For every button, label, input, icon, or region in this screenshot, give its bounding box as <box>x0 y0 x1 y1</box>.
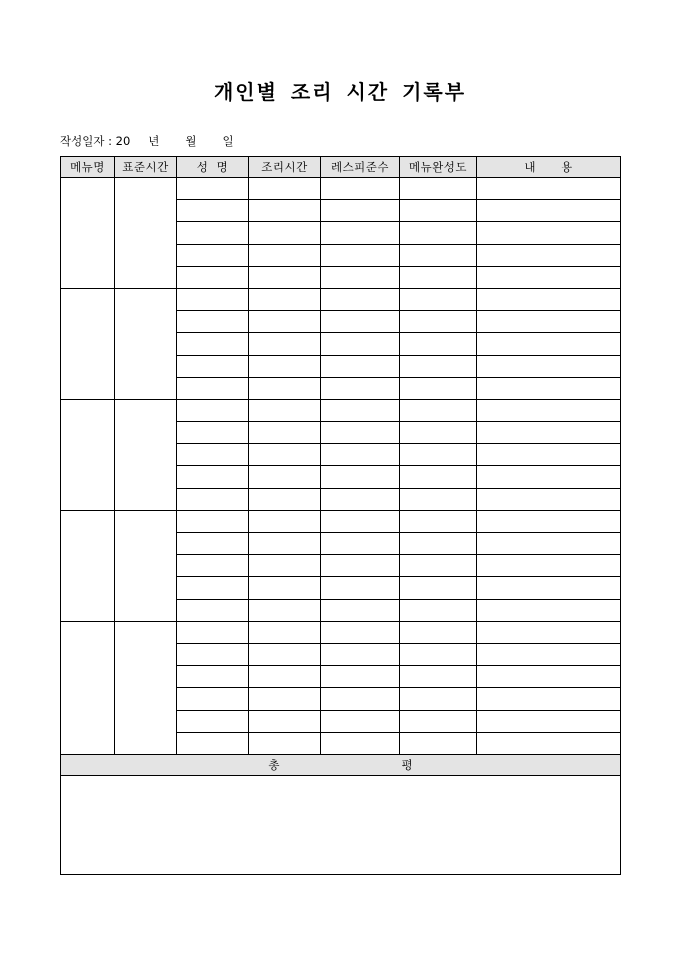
date-line <box>60 133 234 149</box>
recipe-compliance-cell[interactable] <box>321 311 400 333</box>
cooking-time-cell[interactable] <box>249 399 321 421</box>
cooking-time-cell[interactable] <box>249 333 321 355</box>
cooking-time-cell[interactable] <box>249 311 321 333</box>
header-row <box>61 157 621 178</box>
cooking-time-cell[interactable] <box>249 621 321 643</box>
menu-completion-cell[interactable] <box>400 466 477 488</box>
menu-completion-cell[interactable] <box>400 355 477 377</box>
name-cell[interactable] <box>177 688 249 710</box>
name-cell[interactable] <box>177 510 249 532</box>
recipe-compliance-cell[interactable] <box>321 510 400 532</box>
recipe-compliance-cell[interactable] <box>321 200 400 222</box>
header-cooking-time: 조리시간 <box>249 157 321 178</box>
name-cell[interactable] <box>177 643 249 665</box>
content-cell[interactable] <box>477 621 621 643</box>
name-cell[interactable] <box>177 577 249 599</box>
content-cell[interactable] <box>477 422 621 444</box>
recipe-compliance-cell[interactable] <box>321 444 400 466</box>
standard-time-cell[interactable] <box>115 510 177 621</box>
recipe-compliance-cell[interactable] <box>321 555 400 577</box>
name-cell[interactable] <box>177 666 249 688</box>
standard-time-cell[interactable] <box>115 288 177 399</box>
header-standard-time: 표준시간 <box>115 157 177 178</box>
cooking-time-cell[interactable] <box>249 599 321 621</box>
recipe-compliance-cell[interactable] <box>321 466 400 488</box>
summary-header <box>61 754 621 775</box>
cooking-time-cell[interactable] <box>249 577 321 599</box>
cooking-time-cell[interactable] <box>249 422 321 444</box>
table-row <box>61 621 621 643</box>
cooking-time-cell[interactable] <box>249 488 321 510</box>
recipe-compliance-cell[interactable] <box>321 399 400 421</box>
table-row <box>61 399 621 421</box>
recipe-compliance-cell[interactable] <box>321 732 400 754</box>
recipe-compliance-cell[interactable] <box>321 244 400 266</box>
recipe-compliance-cell[interactable] <box>321 710 400 732</box>
recipe-compliance-cell[interactable] <box>321 333 400 355</box>
cooking-time-cell[interactable] <box>249 244 321 266</box>
recipe-compliance-cell[interactable] <box>321 355 400 377</box>
month-unit: 월 <box>185 134 197 148</box>
menu-completion-cell[interactable] <box>400 533 477 555</box>
name-cell[interactable] <box>177 399 249 421</box>
menu-completion-cell[interactable] <box>400 555 477 577</box>
content-cell[interactable] <box>477 222 621 244</box>
recipe-compliance-cell[interactable] <box>321 488 400 510</box>
header-recipe-compliance: 레스피준수 <box>321 157 400 178</box>
summary-label-left: 총 <box>268 757 280 772</box>
menu-completion-cell[interactable] <box>400 710 477 732</box>
name-cell[interactable] <box>177 311 249 333</box>
content-cell[interactable] <box>477 732 621 754</box>
content-cell[interactable] <box>477 355 621 377</box>
menu-completion-cell[interactable] <box>400 599 477 621</box>
cooking-time-cell[interactable] <box>249 555 321 577</box>
name-cell[interactable] <box>177 533 249 555</box>
name-cell[interactable] <box>177 466 249 488</box>
header-content: 내 용 <box>477 157 621 178</box>
menu-name-cell[interactable] <box>61 399 115 510</box>
content-cell[interactable] <box>477 555 621 577</box>
document-title: 개인별 조리 시간 기록부 <box>213 80 467 104</box>
recipe-compliance-cell[interactable] <box>321 577 400 599</box>
cooking-time-cell[interactable] <box>249 444 321 466</box>
header-name: 성 명 <box>177 157 249 178</box>
standard-time-cell[interactable] <box>115 621 177 754</box>
summary-input-area[interactable] <box>61 775 621 874</box>
name-cell[interactable] <box>177 377 249 399</box>
content-cell[interactable] <box>477 643 621 665</box>
content-cell[interactable] <box>477 710 621 732</box>
header-menu-completion: 메뉴완성도 <box>400 157 477 178</box>
name-cell[interactable] <box>177 732 249 754</box>
cooking-time-cell[interactable] <box>249 466 321 488</box>
cooking-time-cell[interactable] <box>249 377 321 399</box>
cooking-time-cell[interactable] <box>249 688 321 710</box>
menu-completion-cell[interactable] <box>400 377 477 399</box>
recipe-compliance-cell[interactable] <box>321 222 400 244</box>
content-cell[interactable] <box>477 533 621 555</box>
menu-completion-cell[interactable] <box>400 688 477 710</box>
cooking-time-cell[interactable] <box>249 178 321 200</box>
summary-label-right: 평 <box>401 757 413 772</box>
cooking-time-cell[interactable] <box>249 710 321 732</box>
menu-name-cell[interactable] <box>61 178 115 289</box>
cooking-time-cell[interactable] <box>249 533 321 555</box>
year-unit: 년 <box>148 134 160 148</box>
menu-completion-cell[interactable] <box>400 643 477 665</box>
name-cell[interactable] <box>177 222 249 244</box>
table-row <box>61 510 621 532</box>
recipe-compliance-cell[interactable] <box>321 688 400 710</box>
recipe-compliance-cell[interactable] <box>321 621 400 643</box>
recipe-compliance-cell[interactable] <box>321 599 400 621</box>
content-cell[interactable] <box>477 466 621 488</box>
recipe-compliance-cell[interactable] <box>321 288 400 310</box>
name-cell[interactable] <box>177 422 249 444</box>
summary-header-row <box>61 754 621 775</box>
content-cell[interactable] <box>477 333 621 355</box>
menu-completion-cell[interactable] <box>400 266 477 288</box>
name-cell[interactable] <box>177 444 249 466</box>
day-unit: 일 <box>222 134 234 148</box>
menu-completion-cell[interactable] <box>400 244 477 266</box>
recipe-compliance-cell[interactable] <box>321 666 400 688</box>
content-cell[interactable] <box>477 311 621 333</box>
cooking-time-cell[interactable] <box>249 355 321 377</box>
header-menu-name: 메뉴명 <box>61 157 115 178</box>
name-cell[interactable] <box>177 288 249 310</box>
cooking-time-cell[interactable] <box>249 222 321 244</box>
content-cell[interactable] <box>477 688 621 710</box>
recipe-compliance-cell[interactable] <box>321 377 400 399</box>
table-row <box>61 178 621 200</box>
name-cell[interactable] <box>177 355 249 377</box>
recipe-compliance-cell[interactable] <box>321 422 400 444</box>
content-cell[interactable] <box>477 444 621 466</box>
name-cell[interactable] <box>177 599 249 621</box>
menu-completion-cell[interactable] <box>400 488 477 510</box>
menu-completion-cell[interactable] <box>400 288 477 310</box>
content-cell[interactable] <box>477 666 621 688</box>
content-cell[interactable] <box>477 200 621 222</box>
menu-completion-cell[interactable] <box>400 444 477 466</box>
content-cell[interactable] <box>477 399 621 421</box>
recipe-compliance-cell[interactable] <box>321 266 400 288</box>
name-cell[interactable] <box>177 200 249 222</box>
menu-completion-cell[interactable] <box>400 422 477 444</box>
menu-name-cell[interactable] <box>61 288 115 399</box>
standard-time-cell[interactable] <box>115 399 177 510</box>
menu-completion-cell[interactable] <box>400 333 477 355</box>
menu-completion-cell[interactable] <box>400 200 477 222</box>
name-cell[interactable] <box>177 178 249 200</box>
menu-completion-cell[interactable] <box>400 510 477 532</box>
cooking-time-cell[interactable] <box>249 200 321 222</box>
recipe-compliance-cell[interactable] <box>321 643 400 665</box>
cooking-time-cell[interactable] <box>249 510 321 532</box>
content-cell[interactable] <box>477 599 621 621</box>
cooking-time-cell[interactable] <box>249 666 321 688</box>
content-cell[interactable] <box>477 178 621 200</box>
summary-body-row <box>61 775 621 874</box>
name-cell[interactable] <box>177 488 249 510</box>
menu-completion-cell[interactable] <box>400 178 477 200</box>
menu-name-cell[interactable] <box>61 621 115 754</box>
content-cell[interactable] <box>477 244 621 266</box>
name-cell[interactable] <box>177 266 249 288</box>
menu-completion-cell[interactable] <box>400 666 477 688</box>
name-cell[interactable] <box>177 710 249 732</box>
menu-completion-cell[interactable] <box>400 399 477 421</box>
name-cell[interactable] <box>177 244 249 266</box>
recipe-compliance-cell[interactable] <box>321 178 400 200</box>
content-cell[interactable] <box>477 488 621 510</box>
content-cell[interactable] <box>477 266 621 288</box>
content-cell[interactable] <box>477 377 621 399</box>
menu-completion-cell[interactable] <box>400 577 477 599</box>
cooking-time-cell[interactable] <box>249 643 321 665</box>
cooking-time-cell[interactable] <box>249 288 321 310</box>
content-cell[interactable] <box>477 510 621 532</box>
content-cell[interactable] <box>477 577 621 599</box>
standard-time-cell[interactable] <box>115 178 177 289</box>
name-cell[interactable] <box>177 621 249 643</box>
date-label: 작성일자 : 20 <box>60 134 131 148</box>
menu-completion-cell[interactable] <box>400 222 477 244</box>
recipe-compliance-cell[interactable] <box>321 533 400 555</box>
log-body <box>61 178 621 755</box>
name-cell[interactable] <box>177 555 249 577</box>
content-cell[interactable] <box>477 288 621 310</box>
menu-completion-cell[interactable] <box>400 732 477 754</box>
menu-completion-cell[interactable] <box>400 311 477 333</box>
table-row <box>61 288 621 310</box>
cooking-time-cell[interactable] <box>249 266 321 288</box>
name-cell[interactable] <box>177 333 249 355</box>
cooking-time-log-table <box>60 156 621 875</box>
menu-name-cell[interactable] <box>61 510 115 621</box>
cooking-time-cell[interactable] <box>249 732 321 754</box>
menu-completion-cell[interactable] <box>400 621 477 643</box>
